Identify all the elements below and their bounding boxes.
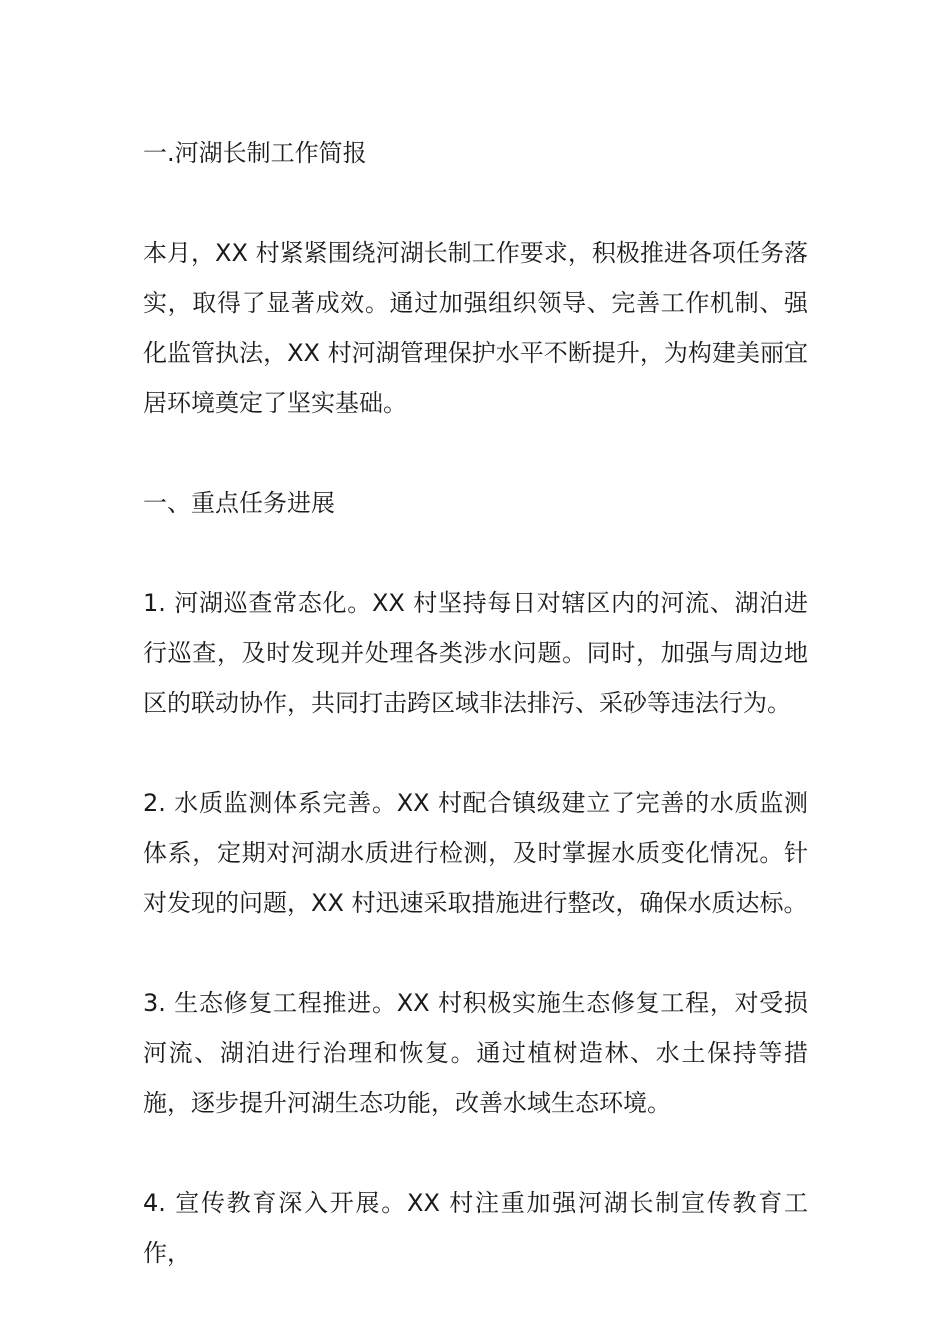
spacer — [143, 728, 808, 778]
section-heading: 一、重点任务进展 — [143, 489, 335, 517]
spacer — [143, 1128, 808, 1178]
spacer — [143, 178, 808, 228]
document-title: 一.河湖长制工作简报 — [143, 139, 367, 167]
spacer — [143, 428, 808, 478]
task-item-4: 4. 宣传教育深入开展。XX 村注重加强河湖长制宣传教育工作， — [143, 1189, 808, 1267]
intro-paragraph: 本月，XX 村紧紧围绕河湖长制工作要求，积极推进各项任务落实，取得了显著成效。通过加强组织领导、完善工作机制、强化监管执法，XX 村河湖管理保护水平不断提升，为构建美丽宜居环境奠定了坚实基础。 — [143, 239, 808, 417]
task-item-1: 1. 河湖巡查常态化。XX 村坚持每日对辖区内的河流、湖泊进行巡查，及时发现并处理各类涉水问题。同时，加强与周边地区的联动协作，共同打击跨区域非法排污、采砂等违法行为。 — [143, 589, 808, 717]
spacer — [143, 528, 808, 578]
document-body — [143, 128, 808, 1278]
spacer — [143, 928, 808, 978]
task-item-2: 2. 水质监测体系完善。XX 村配合镇级建立了完善的水质监测体系，定期对河湖水质进行检测，及时掌握水质变化情况。针对发现的问题，XX 村迅速采取措施进行整改，确保水质达标。 — [143, 789, 808, 917]
task-item-3: 3. 生态修复工程推进。XX 村积极实施生态修复工程，对受损河流、湖泊进行治理和恢复。通过植树造林、水土保持等措施，逐步提升河湖生态功能，改善水域生态环境。 — [143, 989, 808, 1117]
